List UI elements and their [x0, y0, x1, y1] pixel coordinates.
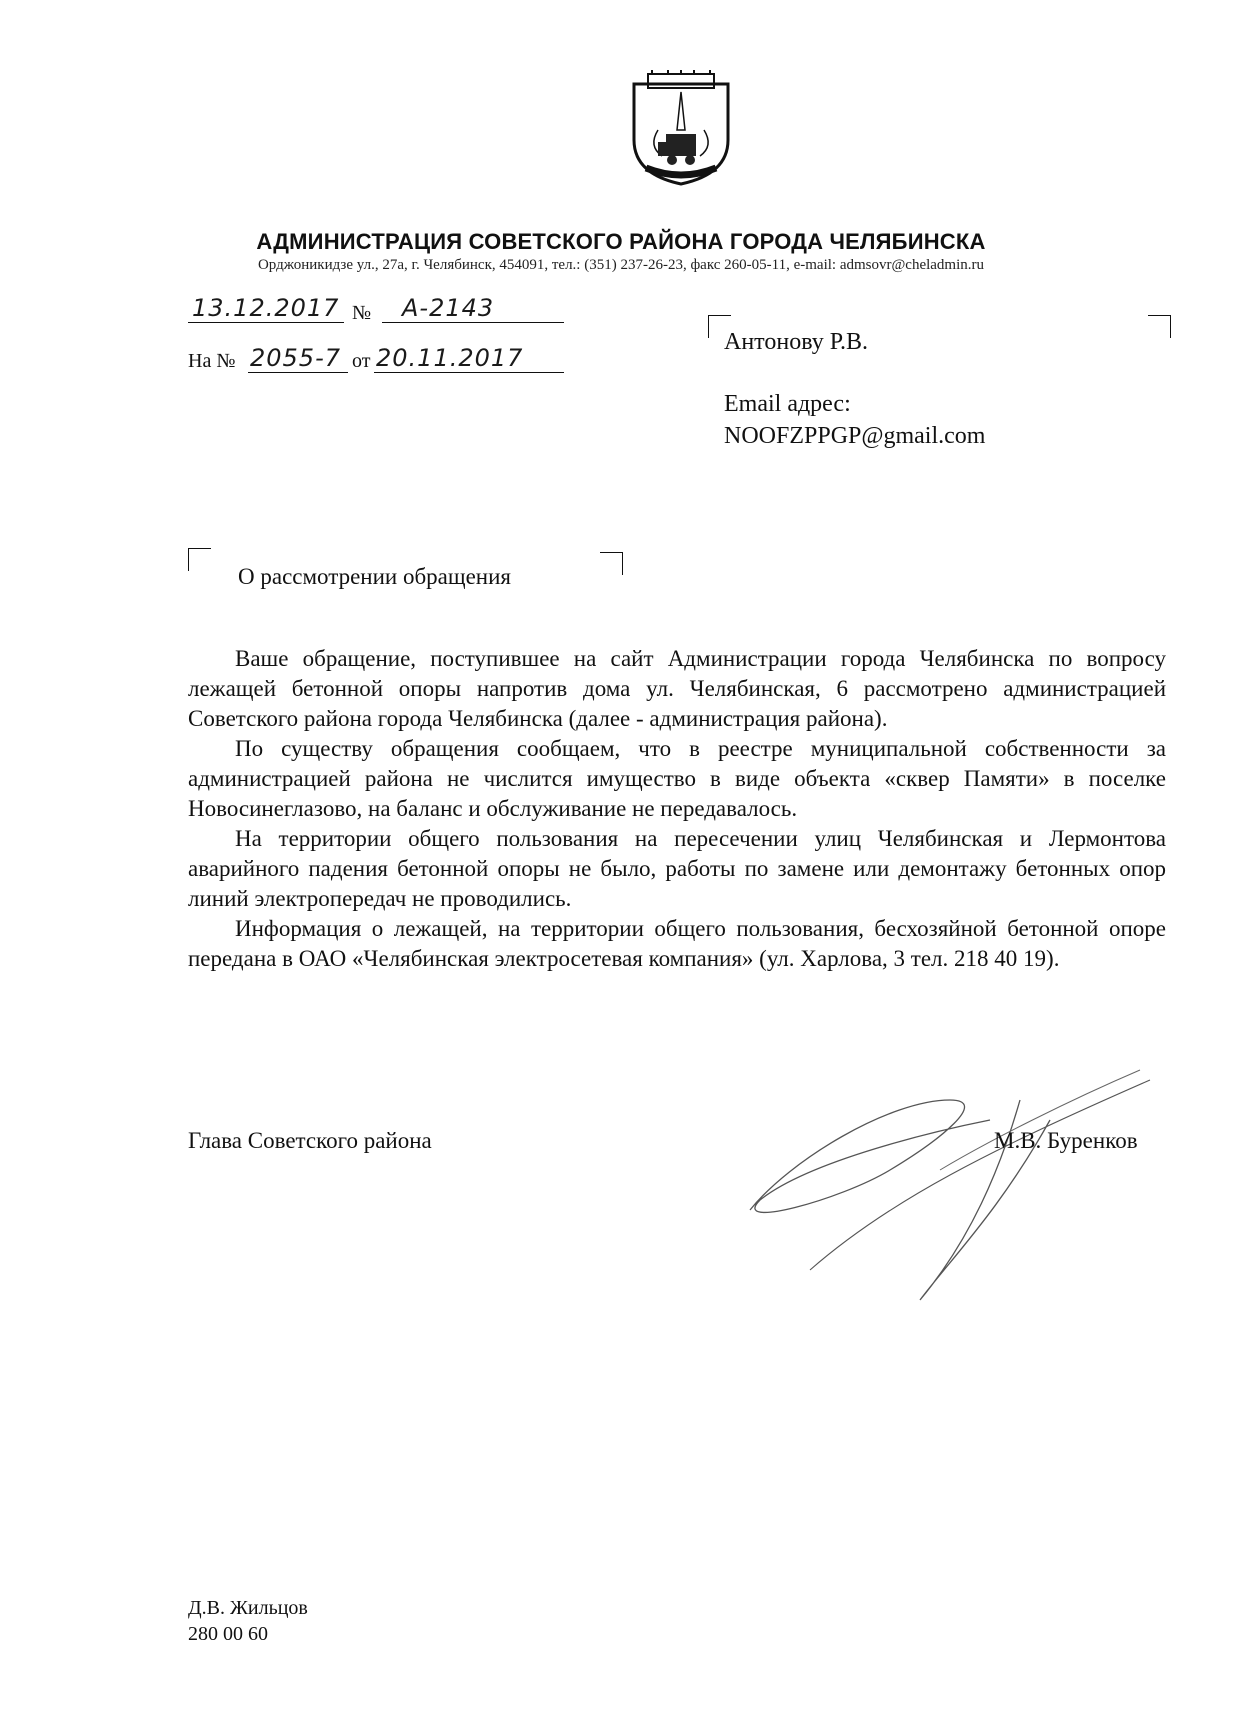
coat-of-arms-emblem [628, 70, 734, 188]
outgoing-date: 13.12.2017 [192, 294, 340, 322]
outgoing-number-label: № [352, 302, 372, 324]
reference-number-label: На № [188, 350, 236, 372]
body-paragraph: Ваше обращение, поступившее на сайт Администрации города Челябинска по вопросу лежащей бетонной опоры напротив дома ул. Челябинская, 6 рассмотрено администрацией Советского района города Челябинска (далее - администрация района). [188, 646, 1166, 731]
reference-date-label: от [352, 350, 371, 372]
executor-phone: 280 00 60 [188, 1623, 268, 1645]
signatory-position: Глава Советского района [188, 1128, 432, 1153]
organization-address: Орджоникидзе ул., 27а, г. Челябинск, 454091, тел.: (351) 237-26-23, факс 260-05-11, e-mail: admsovr@cheladmin.ru [257, 257, 985, 273]
recipient-name: Антонову Р.В. [724, 329, 869, 355]
outgoing-number: А-2143 [402, 294, 495, 322]
organization-title: АДМИНИСТРАЦИЯ СОВЕТСКОГО РАЙОНА ГОРОДА ЧЕЛЯБИНСКА [256, 229, 986, 254]
recipient-email: NOOFZPPGP@gmail.com [724, 423, 986, 449]
body-paragraph: На территории общего пользования на пересечении улиц Челябинская и Лермонтова аварийного падения бетонной опоры не было, работы по замене или демонтажу бетонных опор линий электропередач не проводились. [188, 826, 1166, 911]
signatory-name: М.В. Буренков [994, 1128, 1138, 1153]
executor-name: Д.В. Жильцов [188, 1597, 308, 1619]
body-paragraph: Информация о лежащей, на территории общего пользования, бесхозяйной бетонной опоре передана в ОАО «Челябинская электросетевая компания» (ул. Харлова, 3 тел. 218 40 19). [188, 916, 1166, 971]
recipient-email-label: Email адрес: [724, 391, 851, 417]
reference-number: 2055-7 [250, 344, 342, 372]
body-paragraph: По существу обращения сообщаем, что в реестре муниципальной собственности за администрацией района не числится имущество в виде объекта «сквер Памяти» в поселке Новосинеглазово, на баланс и обслуживание не передавалось. [188, 736, 1166, 821]
reference-date: 20.11.2017 [376, 344, 524, 372]
letter-subject: О рассмотрении обращения [238, 564, 511, 589]
letter-body [188, 644, 1166, 974]
executor-block [188, 1595, 308, 1647]
handwritten-signature [690, 1060, 1160, 1330]
